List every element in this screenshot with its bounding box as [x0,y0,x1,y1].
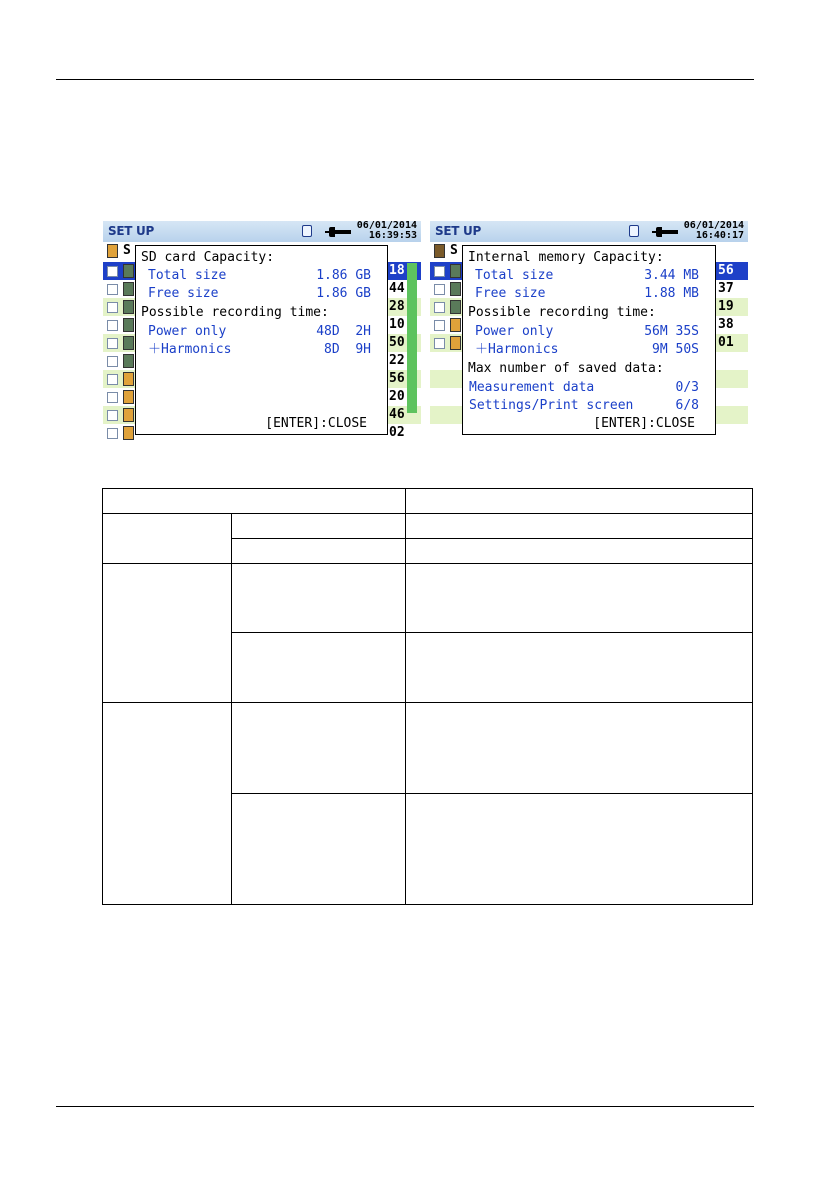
total-size-value: 3.44 MB [644,268,699,283]
checkbox[interactable] [434,266,445,277]
table-cell [232,514,406,539]
checkbox[interactable] [434,302,445,313]
table-cell [406,794,753,905]
recording-heading: Possible recording time: [468,305,656,320]
checkbox[interactable] [107,428,118,439]
date: 06/01/2014 [683,221,744,231]
list-item[interactable]: 18 [103,262,421,280]
recording-heading: Possible recording time: [141,305,329,320]
memory-chip-icon [434,244,445,258]
capacity-dialog [135,245,388,435]
total-size-value: 1.86 GB [316,268,371,283]
screen-title: SET UP [108,224,154,238]
table-cell [406,633,753,703]
ac-plug-icon [335,230,351,234]
checkbox[interactable] [107,392,118,403]
power-only-value: 48D 2H [316,324,371,339]
header-rule [56,79,754,80]
file-icon [123,264,134,278]
free-size-label: Free size [475,286,546,301]
table-row [103,514,753,539]
table-cell [406,539,753,564]
ac-plug-icon [662,230,678,234]
checkbox[interactable] [434,284,445,295]
datetime [684,221,744,241]
settings-print-label: Settings/Print screen [469,398,634,413]
table-cell [232,564,406,633]
checkbox[interactable] [107,410,118,421]
screen-title: SET UP [435,224,481,238]
power-only-label: Power only [148,324,227,339]
table-row [103,703,753,794]
list-item[interactable]: 20 [103,388,421,406]
power-only-label: Power only [475,324,554,339]
harmonics-label: ＋Harmonics [148,342,232,357]
checkbox[interactable] [107,338,118,349]
saved-data-heading: Max number of saved data: [468,361,664,376]
table-cell [406,514,753,539]
checkbox[interactable] [107,374,118,385]
checkbox[interactable] [434,320,445,331]
harmonics-value: 9M 50S [652,342,699,357]
list-item[interactable]: 56 [103,370,421,388]
list-item[interactable]: 44 [103,280,421,298]
file-icon [450,336,461,350]
table-cell [103,564,232,703]
file-icon [450,300,461,314]
file-icon [123,426,134,440]
list-item[interactable]: 10 [103,316,421,334]
capacity-dialog [462,245,716,435]
file-icon [450,318,461,332]
file-icon [123,336,134,350]
table-cell [232,539,406,564]
checkbox[interactable] [107,284,118,295]
free-size-label: Free size [148,286,219,301]
list-item[interactable]: 02 [103,424,421,442]
harmonics-label: ＋Harmonics [475,342,559,357]
table-cell [406,489,753,514]
table-cell [232,794,406,905]
table-cell [406,564,753,633]
date: 06/01/2014 [356,221,417,231]
list-item[interactable]: 22 [103,352,421,370]
checkbox[interactable] [107,302,118,313]
harmonics-value: 8D 9H [324,342,371,357]
file-icon [123,390,134,404]
file-icon [450,264,461,278]
settings-table [102,488,753,905]
list-item[interactable]: 46 [103,406,421,424]
file-icon [123,372,134,386]
scrollbar[interactable] [407,263,417,413]
file-icon [123,408,134,422]
sd-card-screenshot [103,221,421,442]
title-bar [103,221,421,242]
time: 16:40:17 [695,230,744,241]
power-only-value: 56M 35S [644,324,699,339]
table-cell [103,514,232,564]
sd-card-icon [302,225,312,237]
table-cell [103,489,406,514]
dialog-heading: Internal memory Capacity: [468,250,664,265]
dialog-heading: SD card Capacity: [141,250,275,265]
settings-print-value: 6/8 [675,398,699,413]
file-icon [450,282,461,296]
list-item[interactable]: 28 [103,298,421,316]
datetime [357,221,417,241]
table-cell [406,703,753,794]
list-item[interactable]: 38 [430,316,748,334]
footer-rule [56,1106,754,1107]
title-bar [430,221,748,242]
table-row [103,564,753,633]
total-size-label: Total size [475,268,554,283]
list-header-row: S [103,242,421,260]
internal-memory-screenshot [430,221,748,442]
checkbox[interactable] [107,320,118,331]
list-item[interactable]: 50 [103,334,421,352]
close-hint[interactable]: [ENTER]:CLOSE [593,416,695,431]
list-item[interactable]: 01 [430,334,748,352]
close-hint[interactable]: [ENTER]:CLOSE [265,416,367,431]
free-size-value: 1.88 MB [644,286,699,301]
table-cell [103,703,232,905]
list-item[interactable]: 19 [430,298,748,316]
list-header-row: S [430,242,748,260]
table-cell [232,703,406,794]
measurement-data-label: Measurement data [469,380,595,395]
measurement-data-value: 0/3 [675,380,699,395]
sd-card-icon [629,225,639,237]
file-icon [123,282,134,296]
list-item[interactable]: 56 [430,262,748,280]
checkbox[interactable] [434,338,445,349]
free-size-value: 1.86 GB [316,286,371,301]
checkbox[interactable] [107,266,118,277]
list-item[interactable]: 37 [430,280,748,298]
time: 16:39:53 [368,230,417,241]
checkbox[interactable] [107,356,118,367]
file-icon [123,318,134,332]
file-icon [123,300,134,314]
save-folder-icon [107,244,118,258]
table-row [103,489,753,514]
file-icon [123,354,134,368]
table-cell [232,633,406,703]
total-size-label: Total size [148,268,227,283]
